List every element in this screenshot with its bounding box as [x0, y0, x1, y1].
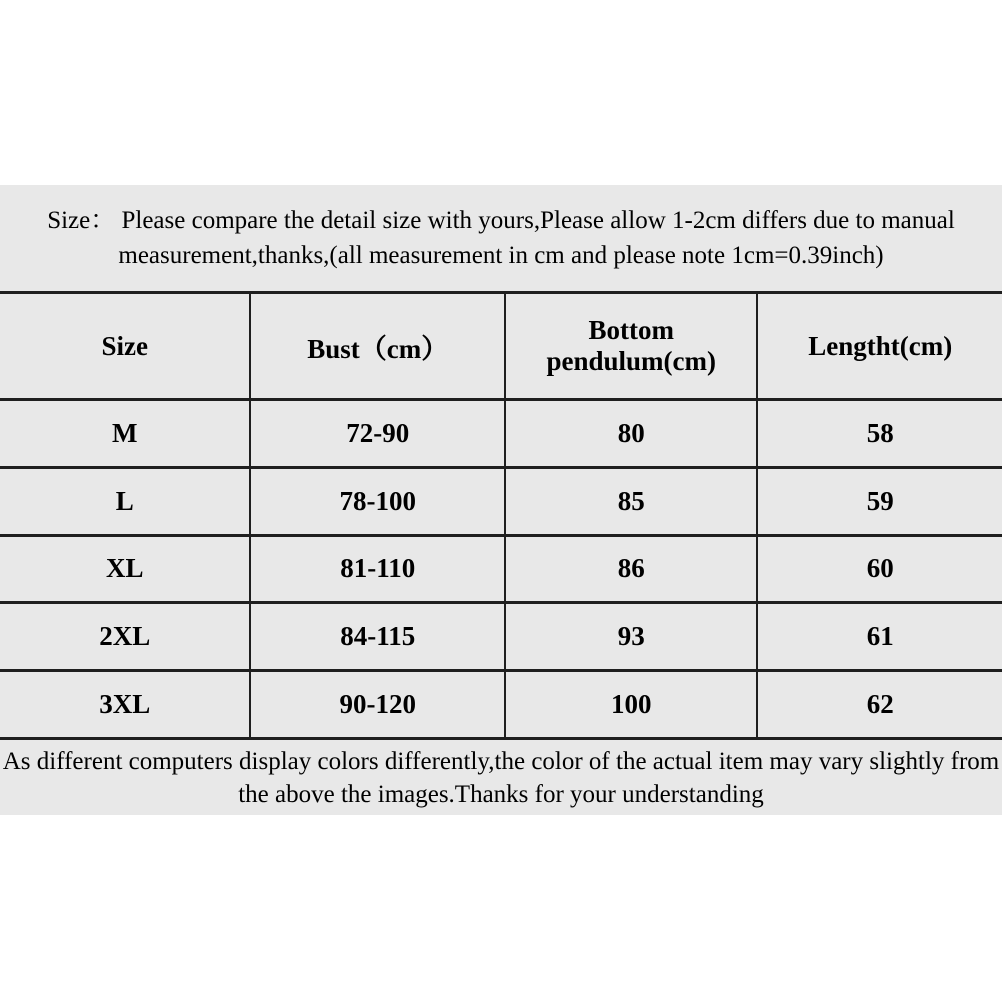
size-cell: M [0, 400, 250, 468]
size-table-header [0, 293, 1002, 400]
measurement-cell: 78-100 [250, 467, 505, 535]
size-cell: XL [0, 535, 250, 603]
measurement-cell: 72-90 [250, 400, 505, 468]
size-table [0, 291, 1002, 740]
measurement-cell: 86 [505, 535, 758, 603]
measurement-cell: 62 [757, 671, 1002, 739]
size-table-body [0, 400, 1002, 739]
column-header: Bust（cm） [250, 293, 505, 400]
size-table-header-row [0, 293, 1002, 400]
size-note-line-1: Size： Please compare the detail size with yours,Please allow 1-2cm differs due to manual [47, 207, 955, 234]
table-row [0, 535, 1002, 603]
size-cell: L [0, 467, 250, 535]
column-header: Size [0, 293, 250, 400]
size-chart-panel [0, 185, 1002, 815]
table-row [0, 603, 1002, 671]
measurement-cell: 90-120 [250, 671, 505, 739]
color-disclaimer-line-1: As different computers display colors differently,the color of the actual item may vary slightly from [2, 747, 1000, 775]
measurement-cell: 59 [757, 467, 1002, 535]
column-header: Lengtht(cm) [757, 293, 1002, 400]
size-note [0, 185, 1002, 291]
table-row [0, 467, 1002, 535]
size-note-line-2: measurement,thanks,(all measurement in cm and please note 1cm=0.39inch) [118, 242, 884, 269]
measurement-cell: 80 [505, 400, 758, 468]
measurement-cell: 93 [505, 603, 758, 671]
table-row [0, 671, 1002, 739]
column-header: Bottom pendulum(cm) [505, 293, 758, 400]
measurement-cell: 84-115 [250, 603, 505, 671]
color-disclaimer-line-2: the above the images.Thanks for your understanding [238, 780, 764, 808]
size-cell: 3XL [0, 671, 250, 739]
size-cell: 2XL [0, 603, 250, 671]
measurement-cell: 60 [757, 535, 1002, 603]
color-disclaimer [0, 740, 1002, 815]
measurement-cell: 100 [505, 671, 758, 739]
measurement-cell: 81-110 [250, 535, 505, 603]
table-row [0, 400, 1002, 468]
measurement-cell: 58 [757, 400, 1002, 468]
measurement-cell: 85 [505, 467, 758, 535]
measurement-cell: 61 [757, 603, 1002, 671]
